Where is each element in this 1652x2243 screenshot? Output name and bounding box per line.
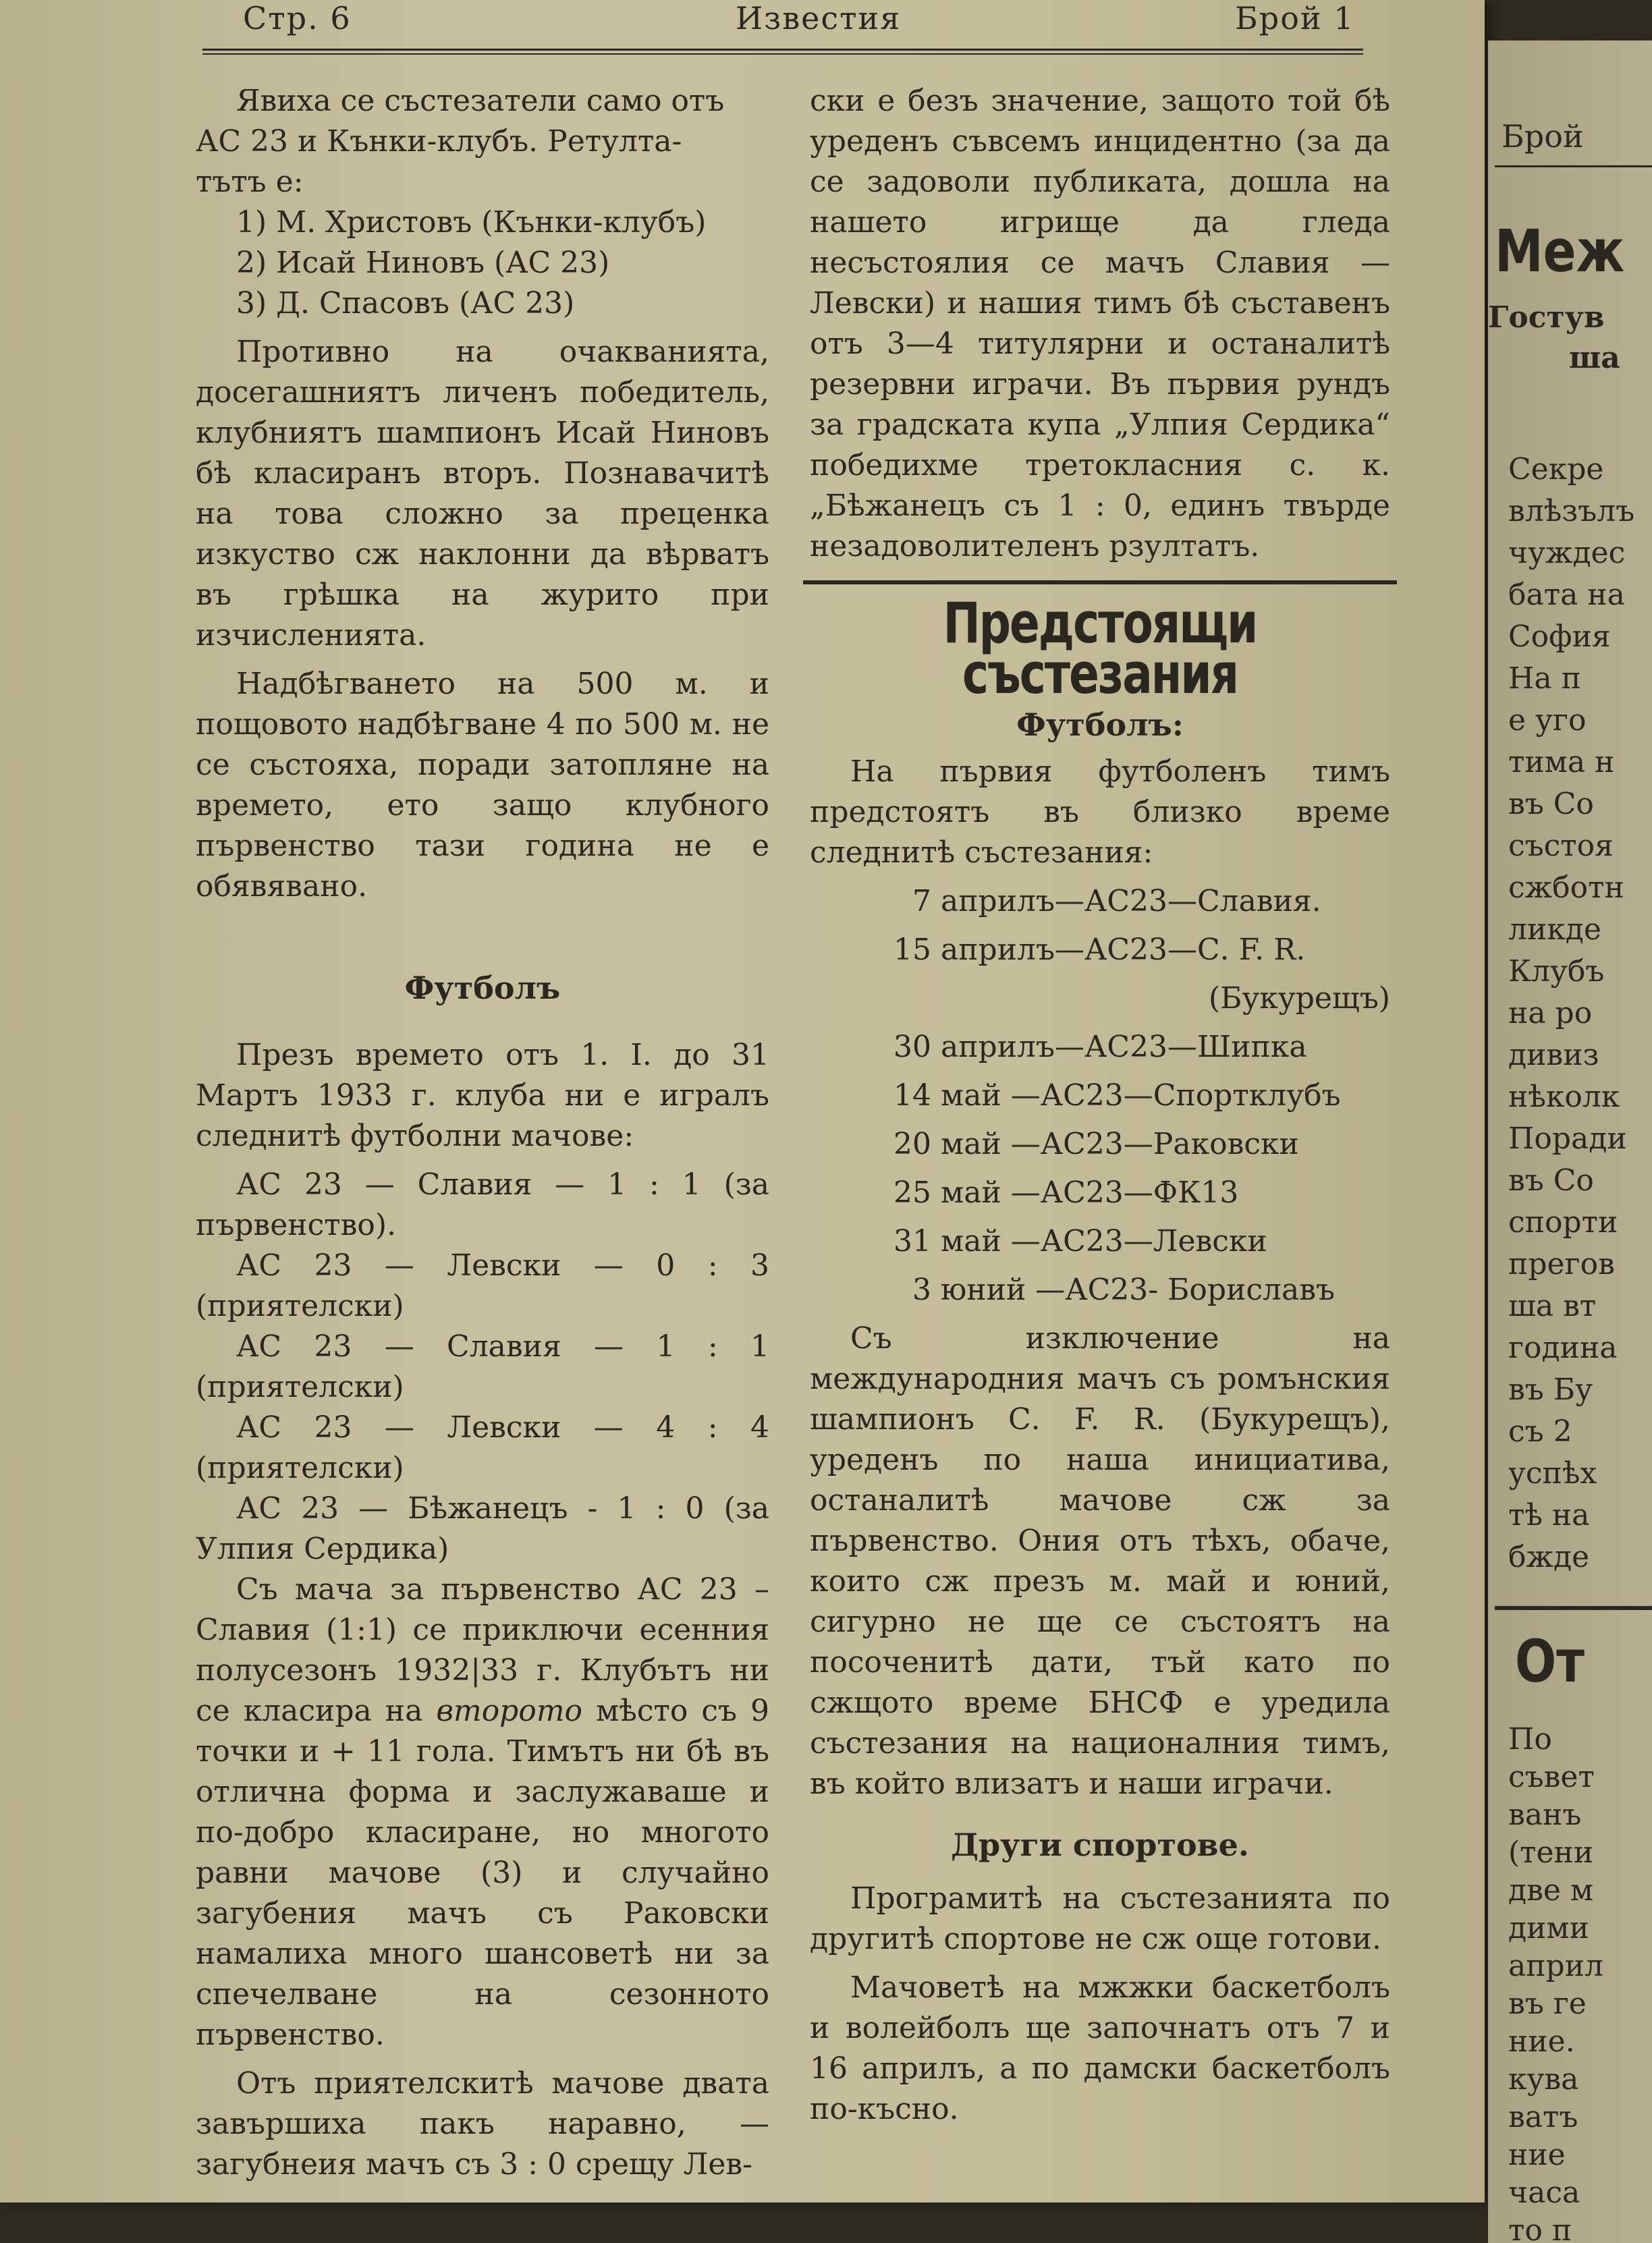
- adjacent-line: то п: [1508, 2213, 1572, 2243]
- schedule-text: априлъ—АС23—С. F. R.: [941, 933, 1306, 967]
- adjacent-line: въ ге: [1508, 1987, 1587, 2021]
- match-2: АС 23 — Левски — 0 : 3 (приятелски): [196, 1248, 769, 1323]
- adjacent-line: ние: [1508, 2138, 1566, 2172]
- football-heading: Футболъ: [404, 970, 561, 1006]
- section-title: Предстоящи състезания: [943, 590, 1257, 707]
- adjacent-line: дими: [1508, 1911, 1589, 1945]
- adjacent-line: Секре: [1508, 452, 1604, 487]
- issue-number: Брой 1: [1235, 0, 1355, 36]
- schedule-text: юний —АС23- Бориславъ: [941, 1273, 1336, 1307]
- adjacent-line: чуждес: [1508, 536, 1626, 570]
- paragraph-exception: Съ изключение на международния мачъ съ ромънския шампионъ С. F. R. (Букурещъ), уреденъ по наша инициатива, останалитѣ мачове сж за първенство. Ония отъ тѣхъ, обаче, които сж презъ м. май и юний, сигурно не ще се състоятъ на посоченитѣ дати, тъй като по сжщото време БНСФ е уредила състезания на националния тимъ, въ който влизатъ и наши играчи.: [810, 1321, 1390, 1801]
- right-column: [810, 81, 1390, 2138]
- schedule-date: 20: [893, 1127, 931, 1161]
- adjacent-line: Поради: [1508, 1122, 1627, 1156]
- other-sports-heading: Други спортове.: [951, 1827, 1249, 1863]
- adjacent-line: прегов: [1508, 1247, 1615, 1281]
- result-1: 1) М. Христовъ (Кънки-клубъ): [236, 205, 707, 240]
- adjacent-line: София: [1508, 619, 1611, 654]
- paragraph-season: [196, 1570, 769, 2055]
- adjacent-line: тѣ на: [1508, 1498, 1590, 1532]
- adjacent-line: Клубъ: [1508, 954, 1605, 989]
- schedule-item: [810, 1270, 1390, 1310]
- adjacent-line: дивиз: [1508, 1038, 1599, 1072]
- adjacent-line: тима н: [1508, 745, 1615, 779]
- result-3: 3) Д. Спасовъ (АС 23): [236, 286, 575, 321]
- section-rule: [803, 580, 1397, 584]
- adjacent-line: две м: [1508, 1873, 1594, 1908]
- adjacent-line: състоя: [1508, 829, 1614, 863]
- adjacent-line: спорти: [1508, 1205, 1618, 1240]
- schedule-date: 7: [912, 884, 931, 918]
- schedule-date: 30: [893, 1030, 931, 1064]
- match-1: АС 23 — Славия — 1 : 1 (за първенство).: [196, 1167, 769, 1242]
- intro-line-1: Явиха се състезатели само отъ: [236, 84, 725, 118]
- match-3: АС 23 — Славия — 1 : 1 (приятелски): [196, 1329, 769, 1404]
- adjacent-text-a: [1508, 449, 1634, 1578]
- page-header: [202, 0, 1363, 47]
- adjacent-line: бжде: [1508, 1540, 1590, 1574]
- schedule-item: [810, 1221, 1390, 1262]
- adjacent-subtitle-2: ша: [1569, 341, 1620, 375]
- paragraph-period: Презъ времето отъ 1. I. до 31 Мартъ 1933 г. клуба ни е игралъ следнитѣ футболни мачове:: [196, 1038, 769, 1153]
- adjacent-line: часа: [1508, 2176, 1580, 2210]
- schedule-item: [810, 978, 1390, 1019]
- adjacent-header-rule: [1495, 165, 1652, 167]
- schedule-text: май —АС23—Раковски: [941, 1127, 1299, 1161]
- intro-line-2: АС 23 и Кънки-клубъ. Ретулта-: [196, 124, 682, 159]
- header-rule: [202, 49, 1363, 55]
- adjacent-line: ватъ: [1508, 2100, 1578, 2134]
- adjacent-page: [1488, 40, 1652, 2243]
- schedule-date: 15: [893, 933, 931, 967]
- adjacent-title-2: От: [1515, 1627, 1585, 1696]
- paragraph-basketball: Мачоветѣ на мжжки баскетболъ и волейболъ ще започнатъ отъ 7 и 16 априлъ, а по дамски баскетболъ по-късно.: [810, 1970, 1390, 2126]
- adjacent-line: (тени: [1508, 1835, 1594, 1870]
- schedule-item: [810, 881, 1390, 922]
- adjacent-line: е уго: [1508, 703, 1587, 738]
- adjacent-line: успѣх: [1508, 1456, 1597, 1491]
- adjacent-line: година: [1508, 1331, 1618, 1365]
- schedule-date: 14: [893, 1078, 931, 1113]
- adjacent-line: съвет: [1508, 1760, 1595, 1794]
- schedule-text: май —АС23—Левски: [941, 1224, 1267, 1258]
- adjacent-title: Меж: [1495, 217, 1625, 285]
- schedule-date: 31: [893, 1224, 931, 1258]
- intro-line-3: тътъ е:: [196, 165, 304, 199]
- left-column: [196, 81, 769, 2193]
- adjacent-header: Брой: [1502, 118, 1584, 155]
- adjacent-line: въ Со: [1508, 1163, 1594, 1198]
- paragraph-judging: Противно на очакванията, досегашниятъ личенъ победитель, клубниятъ шампионъ Исай Ниновъ бѣ класиранъ вторъ. Познавачитѣ на това сложно за преценка изкуство сж наклонни да вѣрватъ въ грѣшка на журито при изчисленията.: [196, 335, 769, 653]
- schedule-text: май —АС23—ФК13: [941, 1175, 1239, 1210]
- paragraph-programs: Програмитѣ на състезанията по другитѣ спортове не сж още готови.: [810, 1881, 1390, 1956]
- schedule-text: априлъ—АС23—Славия.: [941, 884, 1321, 918]
- paragraph-cancelled: Надбѣгването на 500 м. и пощовото надбѣгване 4 по 500 м. не се състояха, поради затопляне на времето, ето защо клубного първенство тази година не е обявявано.: [196, 667, 769, 904]
- adjacent-line: ванъ: [1508, 1798, 1582, 1832]
- adjacent-line: кува: [1508, 2062, 1579, 2097]
- schedule-text: май —АС23—Спортклубъ: [941, 1078, 1341, 1113]
- adjacent-line: ликде: [1508, 912, 1601, 947]
- page-number: Стр. 6: [243, 0, 352, 36]
- paragraph-continued: ски е безъ значение, защото той бѣ уреденъ съвсемъ инцидентно (за да се задоволи публиката, дошла на нашето игрище да гледа несъстоялия се мачъ Славия — Левски) и нашия тимъ бѣ съставенъ отъ 3—4 титулярни и останалитѣ резервни играчи. Въ първия рундъ за градската купа „Улпия Сердика“ победихме третокласния с. к. „Бѣжанецъ съ 1 : 0, единъ твърде незадоволителенъ рзултатъ.: [810, 84, 1390, 563]
- schedule-text: (Букурещъ): [1208, 981, 1390, 1016]
- schedule-list: [810, 881, 1390, 1310]
- season-emphasis: второто: [436, 1694, 583, 1728]
- schedule-date: 25: [893, 1175, 931, 1210]
- adjacent-text-b: [1508, 1721, 1603, 2243]
- publication-title: Известия: [736, 0, 902, 36]
- adjacent-line: въ Со: [1508, 787, 1594, 821]
- paragraph-friendly: Отъ приятелскитѣ мачове двата завършиха пакъ наравно, — загубнеия мачъ съ 3 : 0 срещу Лев-: [196, 2066, 769, 2182]
- adjacent-line: април: [1508, 1949, 1604, 1983]
- adjacent-line: на ро: [1508, 996, 1593, 1030]
- schedule-item: [810, 1076, 1390, 1116]
- schedule-item: [810, 1173, 1390, 1213]
- adjacent-line: нѣколк: [1508, 1080, 1620, 1114]
- adjacent-line: бата на: [1508, 578, 1625, 612]
- season-text-a: Съ мача за първенство АС 23 – Славия (1:1) се приключи есенния полусезонъ 1932|33 г. Клубътъ ни се класира на: [196, 1572, 769, 1728]
- schedule-date: 3: [912, 1273, 931, 1307]
- schedule-item: [810, 930, 1390, 970]
- upcoming-intro: На първия футболенъ тимъ предстоятъ въ близко време следнитѣ състезания:: [810, 754, 1390, 870]
- season-text-b: мѣсто съ 9 точки и + 11 гола. Тимътъ ни бѣ въ отлична форма и заслужаваше и по-добро класиране, но многото равни мачове (3) и случайно загубения мачъ съ Раковски намалиха много шансоветѣ ни за спечелване на сезонното първенство.: [196, 1694, 769, 2052]
- adjacent-line: По: [1508, 1722, 1552, 1756]
- schedule-item: [810, 1027, 1390, 1068]
- adjacent-line: въ Бу: [1508, 1373, 1593, 1407]
- adjacent-line: ша вт: [1508, 1289, 1597, 1323]
- match-5: АС 23 — Бѣжанецъ - 1 : 0 (за Улпия Сердика): [196, 1491, 769, 1566]
- upcoming-football-heading: Футболъ:: [1016, 707, 1184, 743]
- adjacent-subtitle-1: Гостув: [1488, 300, 1605, 335]
- adjacent-line: На п: [1508, 661, 1581, 696]
- adjacent-line: ние.: [1508, 2024, 1575, 2059]
- schedule-item: [810, 1124, 1390, 1165]
- adjacent-line: сжботн: [1508, 870, 1624, 905]
- adjacent-line: съ 2: [1508, 1414, 1572, 1449]
- adjacent-section-rule: [1495, 1606, 1652, 1610]
- result-2: 2) Исай Ниновъ (АС 23): [236, 246, 610, 280]
- match-4: АС 23 — Левски — 4 : 4 (приятелски): [196, 1410, 769, 1485]
- schedule-text: априлъ—АС23—Шипка: [941, 1030, 1307, 1064]
- adjacent-line: влѣзълъ: [1508, 494, 1635, 528]
